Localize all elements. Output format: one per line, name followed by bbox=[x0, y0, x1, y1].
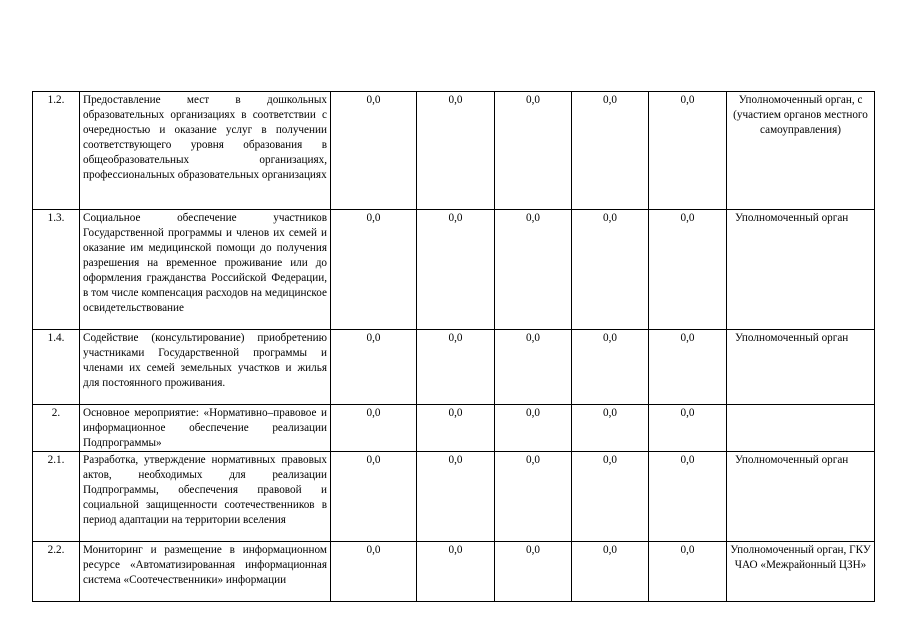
funding-value-4: 0,0 bbox=[572, 210, 649, 330]
funding-value-4: 0,0 bbox=[572, 405, 649, 452]
program-measures-table bbox=[32, 91, 875, 602]
row-number: 2.2. bbox=[33, 542, 80, 602]
funding-value-2: 0,0 bbox=[417, 452, 495, 542]
funding-value-4: 0,0 bbox=[572, 452, 649, 542]
funding-value-2: 0,0 bbox=[417, 330, 495, 405]
row-number: 2.1. bbox=[33, 452, 80, 542]
table-row bbox=[33, 452, 875, 542]
row-number: 1.4. bbox=[33, 330, 80, 405]
funding-value-1: 0,0 bbox=[331, 542, 417, 602]
funding-value-1: 0,0 bbox=[331, 210, 417, 330]
funding-value-3: 0,0 bbox=[495, 542, 572, 602]
measure-description: Разработка, утверждение нормативных правовых актов, необходимых для реализации Подпрограммы, обеспечения правовой и социальной защищенности соотечественников в период адаптации на территории вселения bbox=[80, 452, 331, 542]
table-row bbox=[33, 405, 875, 452]
measure-description: Основное мероприятие: «Нормативно–правовое и информационное обеспечение реализации Подпрограммы» bbox=[80, 405, 331, 452]
responsible-executor bbox=[727, 405, 875, 452]
row-number: 1.2. bbox=[33, 92, 80, 210]
responsible-executor: Уполномоченный орган, ГКУ ЧАО «Межрайонный ЦЗН» bbox=[727, 542, 875, 602]
funding-value-4: 0,0 bbox=[572, 542, 649, 602]
funding-value-3: 0,0 bbox=[495, 210, 572, 330]
funding-value-3: 0,0 bbox=[495, 330, 572, 405]
table-row bbox=[33, 330, 875, 405]
funding-value-3: 0,0 bbox=[495, 405, 572, 452]
measure-description: Мониторинг и размещение в информационном ресурсе «Автоматизированная информационная система «Соотечественники» информации bbox=[80, 542, 331, 602]
funding-value-5: 0,0 bbox=[649, 92, 727, 210]
table-row bbox=[33, 210, 875, 330]
funding-value-4: 0,0 bbox=[572, 92, 649, 210]
funding-value-5: 0,0 bbox=[649, 210, 727, 330]
funding-value-2: 0,0 bbox=[417, 405, 495, 452]
responsible-executor: Уполномоченный орган bbox=[727, 210, 875, 330]
funding-value-5: 0,0 bbox=[649, 542, 727, 602]
funding-value-1: 0,0 bbox=[331, 330, 417, 405]
table-row bbox=[33, 92, 875, 210]
responsible-executor: Уполномоченный орган, с (участием органов местного самоуправления) bbox=[727, 92, 875, 210]
responsible-executor: Уполномоченный орган bbox=[727, 452, 875, 542]
responsible-executor: Уполномоченный орган bbox=[727, 330, 875, 405]
funding-value-3: 0,0 bbox=[495, 92, 572, 210]
funding-value-3: 0,0 bbox=[495, 452, 572, 542]
measure-description: Предоставление мест в дошкольных образовательных организациях в соответствии с очередностью и оказание услуг в получении соответствующего уровня образования в общеобразовательных организациях, профессиональных образовательных организациях bbox=[80, 92, 331, 210]
funding-value-5: 0,0 bbox=[649, 452, 727, 542]
funding-value-2: 0,0 bbox=[417, 210, 495, 330]
funding-value-1: 0,0 bbox=[331, 92, 417, 210]
measure-description: Социальное обеспечение участников Государственной программы и членов их семей и оказание им медицинской помощи до получения разрешения на временное проживание или до оформления гражданства Российской Федерации, в том числе компенсация расходов на медицинское освидетельствование bbox=[80, 210, 331, 330]
funding-value-5: 0,0 bbox=[649, 405, 727, 452]
funding-value-5: 0,0 bbox=[649, 330, 727, 405]
funding-value-4: 0,0 bbox=[572, 330, 649, 405]
funding-value-2: 0,0 bbox=[417, 92, 495, 210]
table-row bbox=[33, 542, 875, 602]
funding-value-1: 0,0 bbox=[331, 452, 417, 542]
measure-description: Содействие (консультирование) приобретению участниками Государственной программы и членами их семей земельных участков и жилья для постоянного проживания. bbox=[80, 330, 331, 405]
funding-value-2: 0,0 bbox=[417, 542, 495, 602]
row-number: 1.3. bbox=[33, 210, 80, 330]
funding-value-1: 0,0 bbox=[331, 405, 417, 452]
row-number: 2. bbox=[33, 405, 80, 452]
